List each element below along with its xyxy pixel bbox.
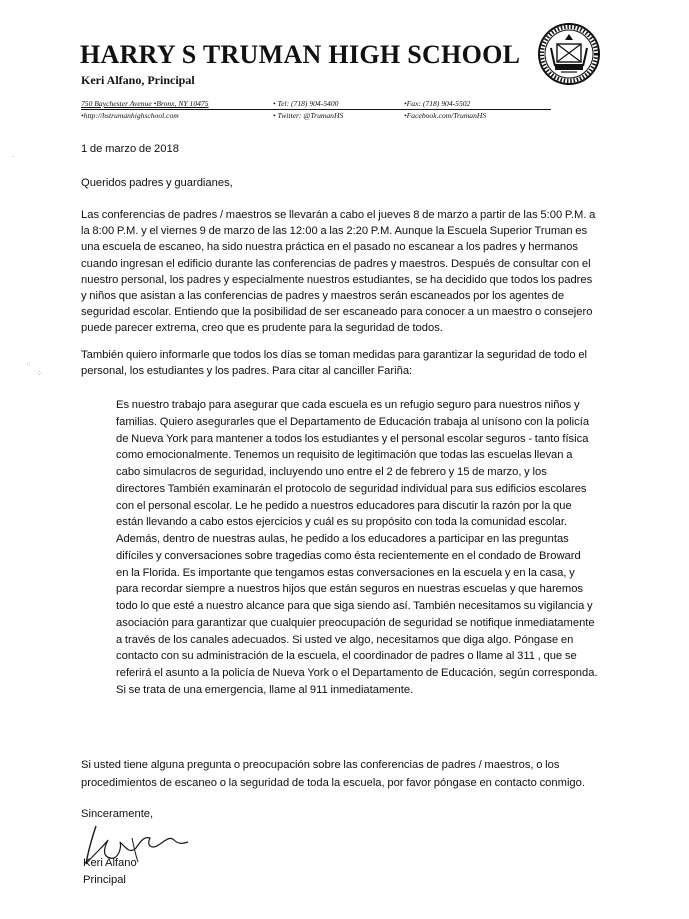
signature-name: Keri Alfano [83,857,137,869]
quote-line: Además, dentro de nuestras aulas, he pedido a los educadores a participar en las preguntas [116,533,569,545]
paragraph-line: Las conferencias de padres / maestros se llevarán a cabo el jueves 8 de marzo a partir de las 5:00 P.M. a [81,209,596,221]
scan-artifact: · [12,152,15,161]
header-rule [81,109,551,110]
paragraph-1 [81,207,595,337]
nyc-seal-icon [537,22,601,86]
website-link[interactable]: •http://hstrumanhighschool.com [81,111,179,120]
quote-line: con el personal escolar. Le he pedido a nuestros educadores para discutir la razón por la que [116,499,572,512]
quote-line: cabo simulacros de seguridad, incluyendo uno entre el 2 de febrero y 15 de marzo, y los [116,466,547,478]
principal-line: Keri Alfano, Principal [81,73,195,87]
school-name: HARRY S TRUMAN HIGH SCHOOL [80,40,521,69]
paragraph-line: personal, los estudiantes y los padres. Para citar al canciller Fariña: [81,365,413,378]
quote-line: familias. Quiero asegurarles que el Departamento de Educación trabaja al unísono con la policía [116,415,590,428]
facebook-link[interactable]: •Facebook.com/TrumanHS [404,111,487,120]
paragraph-line: la 8:00 P.M. y el viernes 9 de marzo de las 12:00 a las 2:20 P.M. Aunque la Escuela Superior Truman es [81,225,588,238]
paragraph-line: y niños que asistan a las conferencias de padres y maestros serán escaneados por los agentes de [81,290,565,303]
paragraph-3 [81,756,585,792]
paragraph-line: Si usted tiene alguna pregunta o preocupación sobre las conferencias de padres / maestros, o los [81,759,560,771]
paragraph-line: seguridad escolar. Entiendo que la posibilidad de ser escaneado para conocer a un maestro o consejero [81,306,593,319]
quote-line: a través de los canales adecuados. Si usted ve algo, necesitamos que diga algo. Póngase en [116,633,574,646]
chancellor-quote [116,397,598,699]
paragraph-line: procedimientos de escaneo o la seguridad de toda la escuela, por favor póngase en contacto conmigo. [81,777,585,789]
signature-title: Principal [83,874,126,886]
paragraph-line: nuestro personal, los padres y especialmente nuestros estudiantes, se ha decidido que todos los padres [81,273,593,286]
paragraph-line: cuando ingresan el edificio durante las conferencias de padres y maestros. Después de consultar con el [81,257,591,270]
quote-line: difíciles y conversaciones sobre tragedias como ésta recientemente en el condado de Broward [116,549,581,562]
quote-line: están llevando a cabo estos ejercicios y cuál es su propósito con toda la comunidad escolar. [116,516,568,529]
salutation: Queridos padres y guardianes, [81,177,233,189]
paragraph-2 [81,347,587,379]
quote-line: asociación para garantizar que cualquier preocupación de seguridad se notifique inmediatamente [116,616,595,629]
phone: • Tel: (718) 904-5400 [273,99,339,108]
quote-line: en la Florida. Es importante que tengamos estas conversaciones en la escuela y en la casa, y [116,566,575,579]
letter-date: 1 de marzo de 2018 [81,143,179,155]
paragraph-line: puede parecer extrema, creo que es prudente para la seguridad de todos. [81,322,443,335]
quote-line: Si se trata de una emergencia, llame al 911 inmediatamente. [116,683,414,696]
closing: Sinceramente, [81,808,154,820]
address: 750 Baychester Avenue •Bronx, NY 10475 [81,99,209,108]
quote-line: para recordar siempre a nuestros hijos que están seguros en nuestras escuelas y que haremos [116,583,584,596]
fax: •Fax: (718) 904-5502 [404,99,471,108]
quote-line: contacto con su administración de la escuela, el coordinador de padres o llame al 311 , que se [116,650,577,663]
quote-line: directores También examinarán el protocolo de seguridad individual para sus edificios escolares [116,482,587,495]
scan-artifact: ⁖ [26,360,31,369]
quote-line: todo lo que esté a nuestro alcance para que siga siendo así. También necesitamos su vigilancia y [116,600,593,612]
quote-line: referirá el asunto a la policía de Nueva York o el Departamento de Educación, según corresponda. [116,667,598,679]
quote-line: Es nuestro trabajo para asegurar que cada escuela es un refugio seguro para nuestros niños y [116,399,580,411]
paragraph-line: También quiero informarle que todos los días se toman medidas para garantizar la seguridad de todo el [81,349,588,361]
quote-line: como emocionalmente. Tenemos un requisito de legitimación que todas las escuelas llevan a [116,449,573,462]
paragraph-line: una escuela de escaneo, ha sido nuestra práctica en el pasado no escanear a los padres y hermanos [81,241,578,254]
scan-artifact: ⁘ [36,369,43,378]
quote-line: de Nueva York para mantener a todos los estudiantes y el personal escolar seguros - tanto física [116,432,589,445]
twitter-handle[interactable]: • Twitter: @TrumanHS [273,111,344,120]
